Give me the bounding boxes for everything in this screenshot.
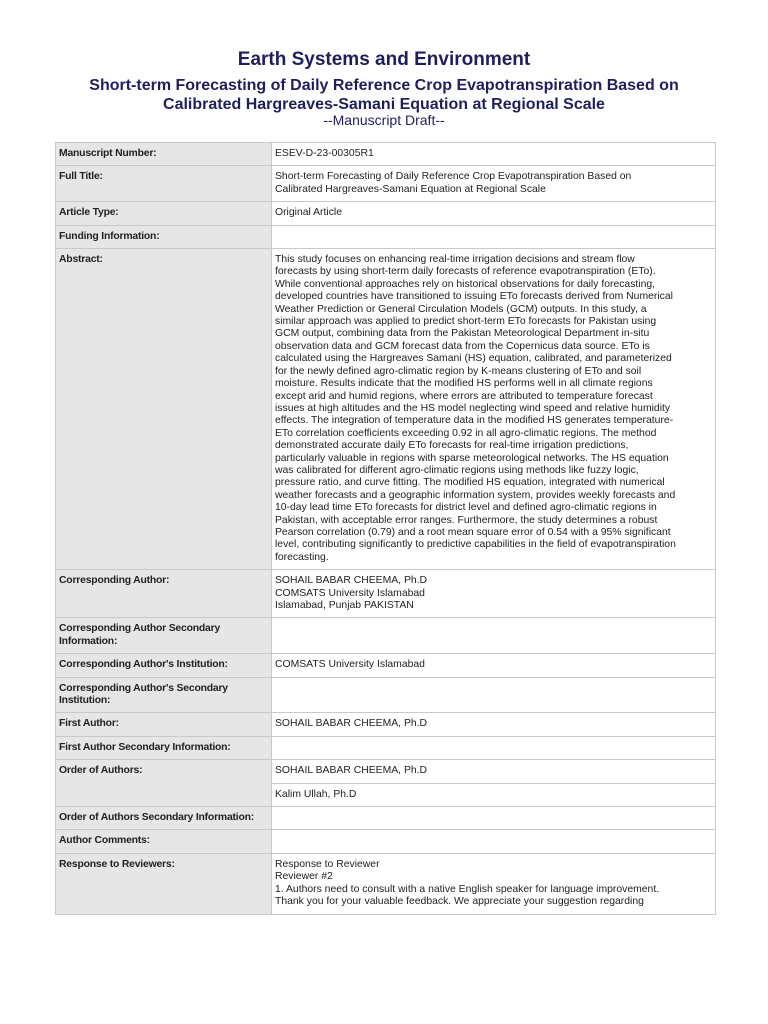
text-line: Calibrated Hargreaves-Samani Equation at Regional Scale <box>275 183 546 195</box>
value-first-author-secondary-information <box>272 736 716 759</box>
abstract-line: except arid and humid regions, where errors are attributed to temperature forecast <box>275 390 653 402</box>
label-corresponding-author: Corresponding Author: <box>56 570 272 618</box>
draft-label: --Manuscript Draft-- <box>323 112 445 128</box>
row-author-comments <box>56 830 716 853</box>
row-corresponding-author-institution <box>56 654 716 677</box>
text-line: Short-term Forecasting of Daily Reference Crop Evapotranspiration Based on <box>275 171 632 183</box>
label-line: Corresponding Author's Secondary <box>59 682 228 694</box>
value-full-title <box>272 166 716 202</box>
label-funding-information: Funding Information: <box>56 225 272 248</box>
manuscript-title <box>0 76 768 114</box>
manuscript-metadata-table <box>55 142 716 915</box>
value-corresponding-author-institution <box>272 654 716 677</box>
label-first-author: First Author: <box>56 713 272 736</box>
abstract-line: pressure ratio, and curve fitting. The modified HS equation, integrated with numerical <box>275 477 665 489</box>
label-line: Institution: <box>59 695 111 707</box>
abstract-line: Pearson correlation (0.79) and a root mean square error of 0.54 with a 95% significant <box>275 526 671 538</box>
abstract-line: Weather Prediction or General Circulation Models (GCM) outputs. In this study, a <box>275 303 647 315</box>
abstract-line: forecasts by using short-term daily forecasts of reference evapotranspiration (ETo). <box>275 266 656 278</box>
value-order-of-authors-2 <box>272 783 716 806</box>
abstract-line: 10-day lead time ETo forecasts for district level and defined agro-climatic regions in <box>275 502 657 514</box>
label-corresponding-author-secondary-institution <box>56 677 272 713</box>
value-first-author <box>272 713 716 736</box>
label-abstract: Abstract: <box>56 249 272 570</box>
label-response-to-reviewers: Response to Reviewers: <box>56 853 272 914</box>
value-article-type <box>272 202 716 225</box>
row-corresponding-author-secondary-information <box>56 618 716 654</box>
value-corresponding-author-secondary-institution <box>272 677 716 713</box>
value-order-of-authors-secondary-information <box>272 807 716 830</box>
row-corresponding-author <box>56 570 716 618</box>
abstract-line: calculated using the Hargreaves Samani (HS) equation, calibrated, and parameterized <box>275 353 672 365</box>
row-funding-information <box>56 225 716 248</box>
label-line: Information: <box>59 635 118 647</box>
row-response-to-reviewers <box>56 853 716 914</box>
label-line: Corresponding Author Secondary <box>59 623 221 635</box>
manuscript-title-line-2: Calibrated Hargreaves-Samani Equation at Regional Scale <box>163 96 605 113</box>
text-line: Thank you for your valuable feedback. We appreciate your suggestion regarding <box>275 896 644 908</box>
abstract-line: demonstrated accurate daily ETo forecasts for real-time irrigation predictions, <box>275 440 629 452</box>
abstract-line: While conventional approaches rely on historical observations for daily forecasting, <box>275 278 656 290</box>
value-corresponding-author-secondary-information <box>272 618 716 654</box>
row-manuscript-number <box>56 143 716 166</box>
row-corresponding-author-secondary-institution <box>56 677 716 713</box>
abstract-line: weather forecasts and a geographic information system, provides weekly forecasts and <box>275 489 676 501</box>
value-funding-information <box>272 225 716 248</box>
abstract-line: ETo correlation coefficients exceeding 0.92 in all agro-climatic regions. The method <box>275 427 657 439</box>
text-line: COMSATS University Islamabad <box>275 587 425 599</box>
text-line: Kalim Ullah, Ph.D <box>275 788 357 800</box>
text-line: Original Article <box>275 207 342 219</box>
label-article-type: Article Type: <box>56 202 272 225</box>
value-order-of-authors-1 <box>272 760 716 783</box>
label-order-of-authors: Order of Authors: <box>56 760 272 807</box>
text-line: SOHAIL BABAR CHEEMA, Ph.D <box>275 575 428 587</box>
row-first-author <box>56 713 716 736</box>
row-first-author-secondary-information <box>56 736 716 759</box>
abstract-line: observation data and GCM forecast data from the Copernicus data source. ETo is <box>275 340 650 352</box>
text-line: ESEV-D-23-00305R1 <box>275 148 374 159</box>
abstract-line: This study focuses on enhancing real-time irrigation decisions and stream flow <box>275 254 635 266</box>
abstract-line: level, contributing significantly to predictive capabilities in the field of evapotranspiration <box>275 539 676 551</box>
label-author-comments: Author Comments: <box>56 830 272 853</box>
label-first-author-secondary-information: First Author Secondary Information: <box>56 736 272 759</box>
value-author-comments <box>272 830 716 853</box>
label-manuscript-number: Manuscript Number: <box>56 143 272 166</box>
label-corresponding-author-secondary-information <box>56 618 272 654</box>
text-line: Response to Reviewer <box>275 858 380 870</box>
text-line: SOHAIL BABAR CHEEMA, Ph.D <box>275 718 428 730</box>
row-article-type <box>56 202 716 225</box>
value-corresponding-author <box>272 570 716 618</box>
row-order-of-authors <box>56 760 716 783</box>
row-order-of-authors-secondary-information <box>56 807 716 830</box>
abstract-line: GCM output, combining data from the Pakistan Meteorological Department in-situ <box>275 328 650 340</box>
value-abstract <box>272 249 716 570</box>
label-corresponding-author-institution: Corresponding Author's Institution: <box>56 654 272 677</box>
text-line: SOHAIL BABAR CHEEMA, Ph.D <box>275 765 428 777</box>
document-header <box>0 48 768 128</box>
text-line: 1. Authors need to consult with a native English speaker for language improvement. <box>275 883 660 895</box>
abstract-line: forecasting. <box>275 551 329 563</box>
abstract-line: similar approach was applied to predict short-term ETo forecasts for Pakistan using <box>275 316 657 328</box>
value-response-to-reviewers <box>272 853 716 914</box>
abstract-line: issues at high altitudes and the HS model neglecting wind speed and relative humidity <box>275 402 671 414</box>
abstract-line: Pakistan, with acceptable error ranges. Furthermore, the study determines a robust <box>275 514 658 526</box>
abstract-line: effects. The integration of temperature data in the modified HS generates temperature- <box>275 415 674 427</box>
abstract-line: moisture. Results indicate that the modified HS performs well in all climate regions <box>275 378 653 390</box>
text-line: Islamabad, Punjab PAKISTAN <box>275 600 414 611</box>
abstract-line: was calibrated for different agro-climatic regions using methods like fuzzy logic, <box>275 464 639 476</box>
abstract-line: particularly valuable in regions with sparse meteorological networks. The HS equation <box>275 452 669 464</box>
abstract-line: developed countries have transitioned to issuing ETo forecasts derived from Numerical <box>275 291 673 303</box>
abstract-line: for the newly defined agro-climatic region by K-means clustering of ETo and soil <box>275 365 642 377</box>
row-full-title <box>56 166 716 202</box>
text-line: Reviewer #2 <box>275 871 333 883</box>
text-line: COMSATS University Islamabad <box>275 659 425 671</box>
manuscript-title-line-1: Short-term Forecasting of Daily Reference Crop Evapotranspiration Based on <box>89 77 679 94</box>
label-order-of-authors-secondary-information: Order of Authors Secondary Information: <box>56 807 272 830</box>
row-abstract <box>56 249 716 570</box>
journal-name: Earth Systems and Environment <box>237 49 531 70</box>
value-manuscript-number <box>272 143 716 166</box>
label-full-title: Full Title: <box>56 166 272 202</box>
